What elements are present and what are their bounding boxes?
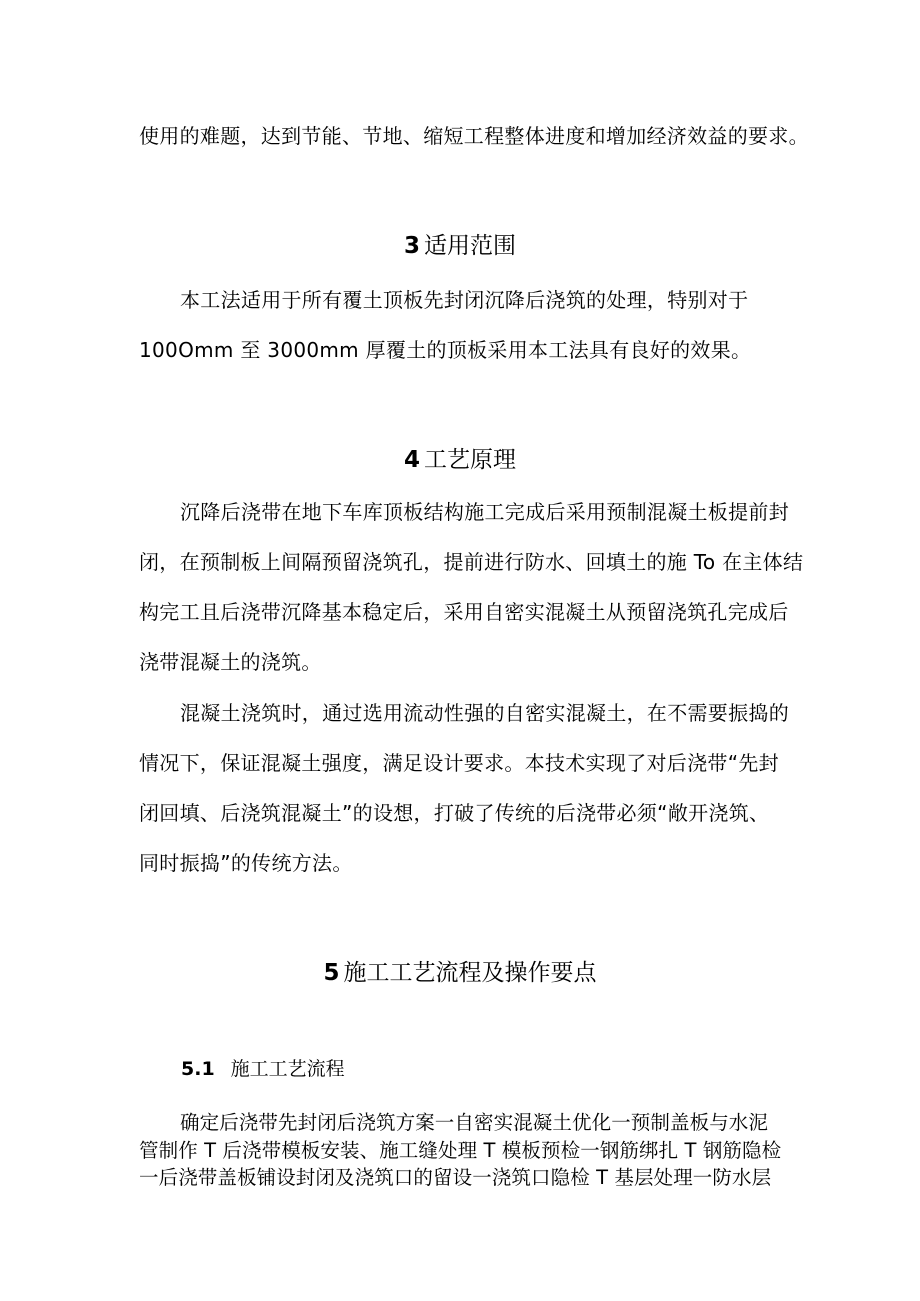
section-4-number: 4	[403, 447, 420, 473]
section-5-heading	[0, 957, 920, 989]
section-4-para-1-line-2: 闭，在预制板上间隔预留浇筑孔，提前进行防水、回填土的施 To 在主体结	[139, 550, 804, 574]
section-3-para-1-line-2: 100Omm 至 3000mm 厚覆土的顶板采用本工法具有良好的效果。	[139, 338, 752, 362]
section-4-para-2-line-3: 闭回填、后浇筑混凝土”的设想，打破了传统的后浇带必须“敞开浇筑、	[139, 801, 770, 825]
flow-line-1: 确定后浇带先封闭后浇筑方案一自密实混凝土优化一预制盖板与水泥	[180, 1111, 769, 1134]
section-4-para-2-line-1: 混凝土浇筑时，通过选用流动性强的自密实混凝土，在不需要振捣的	[180, 701, 789, 725]
section-4-para-1-line-4: 浇带混凝土的浇筑。	[139, 650, 322, 674]
flow-line-2: 管制作 T 后浇带模板安装、施工缝处理 T 模板预检一钢筋绑扎 T 钢筋隐检	[139, 1139, 782, 1162]
section-4-para-1-line-1: 沉降后浇带在地下车库顶板结构施工完成后采用预制混凝土板提前封	[180, 500, 789, 524]
section-4-para-1-line-3: 构完工且后浇带沉降基本稳定后，采用自密实混凝土从预留浇筑孔完成后	[139, 600, 789, 624]
section-4-title: 工艺原理	[424, 447, 516, 473]
subsection-5-1-number: 5.1	[181, 1058, 215, 1080]
intro-line-1: 使用的难题，达到节能、节地、缩短工程整体进度和增加经济效益的要求。	[139, 124, 809, 148]
section-3-para-1-line-1: 本工法适用于所有覆土顶板先封闭沉降后浇筑的处理，特别对于	[180, 288, 749, 312]
section-4-para-2-line-4: 同时振捣”的传统方法。	[139, 851, 353, 875]
section-4-heading	[0, 444, 920, 476]
flow-line-3: 一后浇带盖板铺设封闭及浇筑口的留设一浇筑口隐检 T 基层处理一防水层	[139, 1166, 772, 1189]
section-5-title: 施工工艺流程及操作要点	[343, 960, 597, 986]
section-3-heading	[0, 230, 920, 262]
subsection-5-1-heading	[181, 1055, 345, 1083]
section-3-title: 适用范围	[424, 233, 516, 259]
section-5-number: 5	[323, 960, 340, 986]
subsection-5-1-title: 施工工艺流程	[230, 1058, 345, 1080]
section-4-para-2-line-2: 情况下，保证混凝土强度，满足设计要求。本技术实现了对后浇带“先封	[139, 751, 779, 775]
section-3-number: 3	[403, 233, 420, 259]
